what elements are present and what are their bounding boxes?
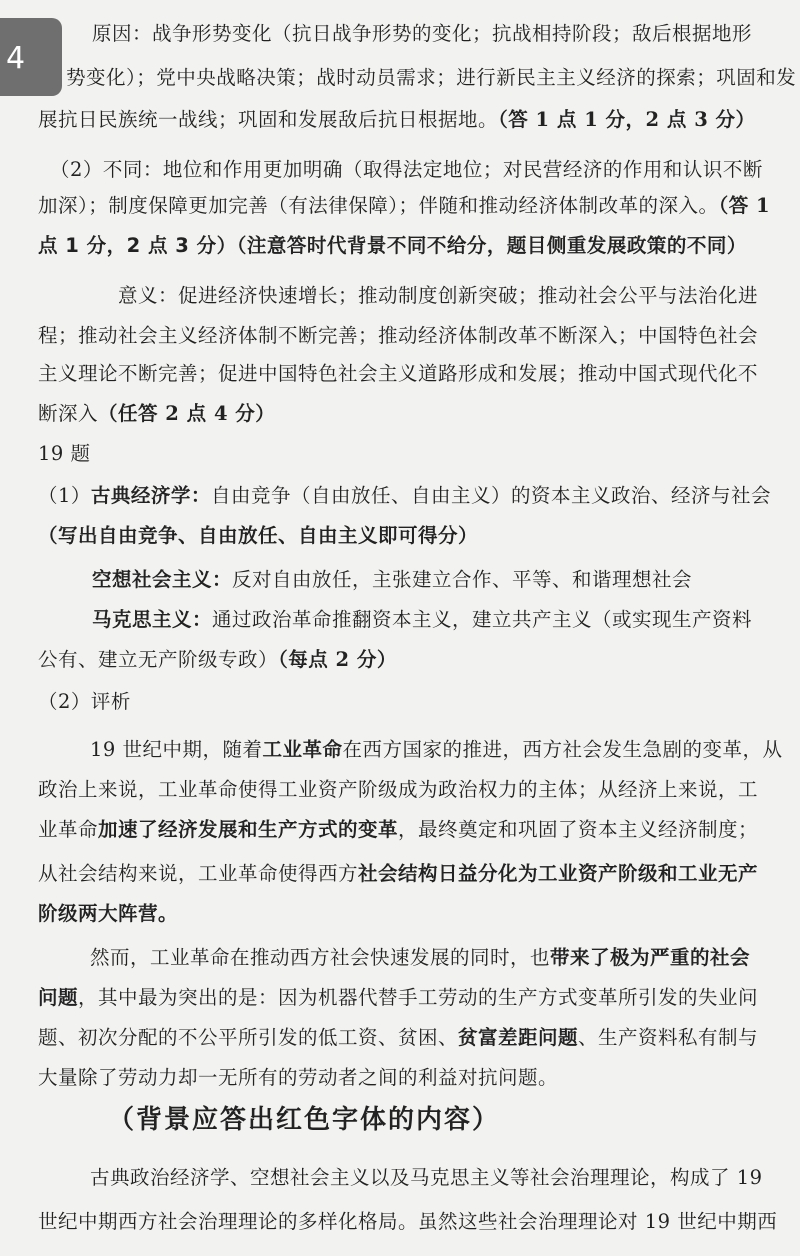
score-note: （答 1 点 1 分，2 点 3 分） [498,108,756,131]
text-line: 公有、建立无产阶级专政）（每点 2 分） [38,648,397,671]
text-line: （1）古典经济学：自由竞争（自由放任、自由主义）的资本主义政治、经济与社会 [38,484,771,507]
text-line: 断深入（任答 2 点 4 分） [38,402,276,425]
score-note: （每点 2 分） [278,648,397,671]
text-line: 政治上来说，工业革命使得工业资产阶级成为政治权力的主体；从经济上来说，工 [38,778,759,801]
text-line: 势变化）；党中央战略决策；战时动员需求；进行新民主主义经济的探索；巩固和发 [66,66,797,89]
text-line: 主义理论不断完善；促进中国特色社会主义道路形成和发展；推动中国式现代化不 [38,362,759,385]
text-line: （2）不同：地位和作用更加明确（取得法定地位；对民营经济的作用和认识不断 [50,158,763,181]
page-number: 4 [6,41,26,76]
text-line: 阶级两大阵营。 [38,902,179,925]
text-line: 大量除了劳动力却一无所有的劳动者之间的利益对抗问题。 [38,1066,559,1089]
text-line: 意义：促进经济快速增长；推动制度创新突破；推动社会公平与法治化进 [118,284,759,307]
text-line: 空想社会主义：反对自由放任，主张建立合作、平等、和谐理想社会 [92,568,693,591]
section-heading: （背景应答出红色字体的内容） [108,1105,501,1135]
text-line: （2）评析 [38,690,131,713]
question-label: 19 题 [38,442,91,465]
text-line: 从社会结构来说，工业革命使得西方社会结构日益分化为工业资产阶级和工业无产 [38,862,759,885]
text-line: 加深）；制度保障更加完善（有法律保障）；伴随和推动经济体制改革的深入。（答 1 [38,194,771,217]
text-line: 古典政治经济学、空想社会主义以及马克思主义等社会治理理论，构成了 19 [90,1166,763,1189]
text-line: 马克思主义：通过政治革命推翻资本主义，建立共产主义（或实现生产资料 [92,608,753,631]
text-line: 然而，工业革命在推动西方社会快速发展的同时，也带来了极为严重的社会 [90,946,751,969]
score-note: （答 1 [718,194,771,217]
text-line: 世纪中期西方社会治理理论的多样化格局。虽然这些社会治理理论对 19 世纪中期西 [38,1210,778,1233]
text-line: 19 世纪中期，随着工业革命在西方国家的推进，西方社会发生急剧的变革，从 [90,738,783,761]
text-line: 展抗日民族统一战线；巩固和发展敌后抗日根据地。（答 1 点 1 分，2 点 3 分） [38,108,756,131]
text-line: 程；推动社会主义经济体制不断完善；推动经济体制改革不断深入；中国特色社会 [38,324,759,347]
text-line: 原因：战争形势变化（抗日战争形势的变化；抗战相持阶段；敌后根据地形 [92,22,753,45]
score-note: （任答 2 点 4 分） [98,402,276,425]
text-line: 点 1 分，2 点 3 分）（注意答时代背景不同不给分，题目侧重发展政策的不同） [38,234,747,257]
score-note: （写出自由竞争、自由放任、自由主义即可得分） [38,524,479,547]
text-line: 业革命加速了经济发展和生产方式的变革，最终奠定和巩固了资本主义经济制度； [38,818,759,841]
text-line: 问题，其中最为突出的是：因为机器代替手工劳动的生产方式变革所引发的失业问 [38,986,759,1009]
text-line: 题、初次分配的不公平所引发的低工资、贫困、贫富差距问题、生产资料私有制与 [38,1026,759,1049]
